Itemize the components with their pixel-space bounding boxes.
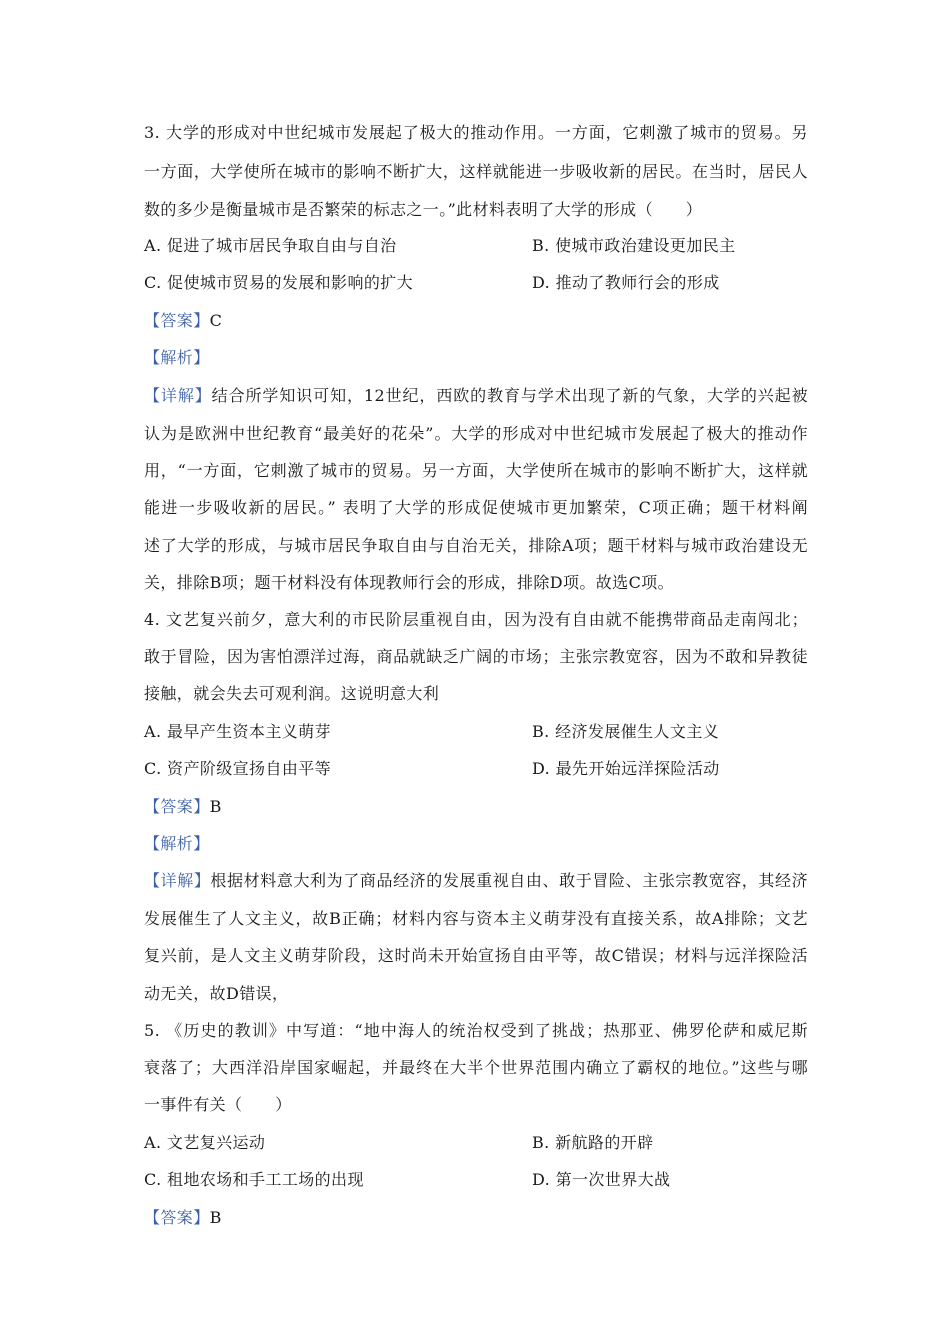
detail-label: 【详解】	[144, 871, 211, 890]
q3-detail-line-6: 关，排除B项；题干材料没有体现教师行会的形成，排除D项。故选C项。	[144, 573, 675, 592]
q4-option-a: A. 最早产生资本主义萌芽	[144, 722, 331, 741]
q3-stem-line-2: 一方面，大学使所在城市的影响不断扩大，这样就能进一步吸收新的居民。在当时，居民人	[144, 162, 808, 181]
detail-label: 【详解】	[144, 386, 212, 405]
q4-detail-line-3: 复兴前，是人文主义萌芽阶段，这时尚未开始宣扬自由平等，故C错误；材料与远洋探险活	[144, 946, 808, 965]
q4-option-b: B. 经济发展催生人文主义	[532, 722, 720, 741]
q3-detail-line-3: 用，“一方面，它刺激了城市的贸易。另一方面，大学使所在城市的影响不断扩大，这样就	[144, 461, 808, 480]
q4-option-c: C. 资产阶级宣扬自由平等	[144, 759, 332, 778]
q3-detail-line-4: 能进一步吸收新的居民。” 表明了大学的形成促使城市更加繁荣，C项正确；题干材料阐	[144, 498, 808, 517]
q5-option-c: C. 租地农场和手工工场的出现	[144, 1170, 364, 1189]
q3-option-a: A. 促进了城市居民争取自由与自治	[144, 236, 397, 255]
q3-stem-line-1: 3. 大学的形成对中世纪城市发展起了极大的推动作用。一方面，它刺激了城市的贸易。另	[144, 123, 808, 142]
q5-option-a: A. 文艺复兴运动	[144, 1133, 266, 1152]
q4-stem-line-1: 4. 文艺复兴前夕，意大利的市民阶层重视自由，因为没有自由就不能携带商品走南闯北；	[144, 610, 808, 629]
q4-answer	[144, 797, 222, 817]
q4-detail-line-1	[144, 871, 808, 891]
q3-stem-line-3: 数的多少是衡量城市是否繁荣的标志之一。”此材料表明了大学的形成（ ）	[144, 200, 703, 219]
q4-analysis-label: 【解析】	[144, 834, 210, 853]
answer-value: C	[209, 311, 223, 330]
q5-stem-line-3: 一事件有关（ ）	[144, 1095, 292, 1114]
q5-answer	[144, 1208, 222, 1228]
q3-detail-line-1	[144, 386, 808, 406]
answer-label: 【答案】	[144, 1208, 210, 1227]
answer-value: B	[209, 797, 222, 816]
q4-stem-line-3: 接触，就会失去可观利润。这说明意大利	[144, 684, 440, 703]
q3-option-c: C. 促使城市贸易的发展和影响的扩大	[144, 273, 414, 292]
q3-option-d: D. 推动了教师行会的形成	[532, 273, 720, 292]
q3-analysis-label: 【解析】	[144, 348, 210, 367]
answer-label: 【答案】	[144, 311, 210, 330]
q4-detail-line-2: 发展催生了人文主义，故B正确；材料内容与资本主义萌芽没有直接关系，故A排除；文艺	[144, 909, 808, 928]
q5-option-b: B. 新航路的开辟	[532, 1133, 654, 1152]
detail-text: 结合所学知识可知，12世纪，西欧的教育与学术出现了新的气象，大学的兴起被	[211, 386, 808, 405]
answer-value: B	[209, 1208, 222, 1227]
answer-label: 【答案】	[144, 797, 210, 816]
q5-stem-line-1: 5. 《历史的教训》中写道：“地中海人的统治权受到了挑战；热那亚、佛罗伦萨和威尼斯	[144, 1021, 808, 1040]
q5-option-d: D. 第一次世界大战	[532, 1170, 671, 1189]
detail-text: 根据材料意大利为了商品经济的发展重视自由、敢于冒险、主张宗教宽容，其经济	[210, 871, 808, 890]
q3-detail-line-5: 述了大学的形成，与城市居民争取自由与自治无关，排除A项；题干材料与城市政治建设无	[144, 536, 808, 555]
q5-stem-line-2: 衰落了；大西洋沿岸国家崛起，并最终在大半个世界范围内确立了霸权的地位。”这些与哪	[144, 1058, 808, 1077]
q4-stem-line-2: 敢于冒险，因为害怕漂洋过海，商品就缺乏广阔的市场；主张宗教宽容，因为不敢和异教徒	[144, 647, 808, 666]
q4-detail-line-4: 动无关，故D错误，	[144, 984, 289, 1003]
q4-option-d: D. 最先开始远洋探险活动	[532, 759, 720, 778]
q3-detail-line-2: 认为是欧洲中世纪教育“最美好的花朵”。大学的形成对中世纪城市发展起了极大的推动作	[144, 424, 808, 443]
q3-answer	[144, 311, 222, 331]
q3-option-b: B. 使城市政治建设更加民主	[532, 236, 736, 255]
